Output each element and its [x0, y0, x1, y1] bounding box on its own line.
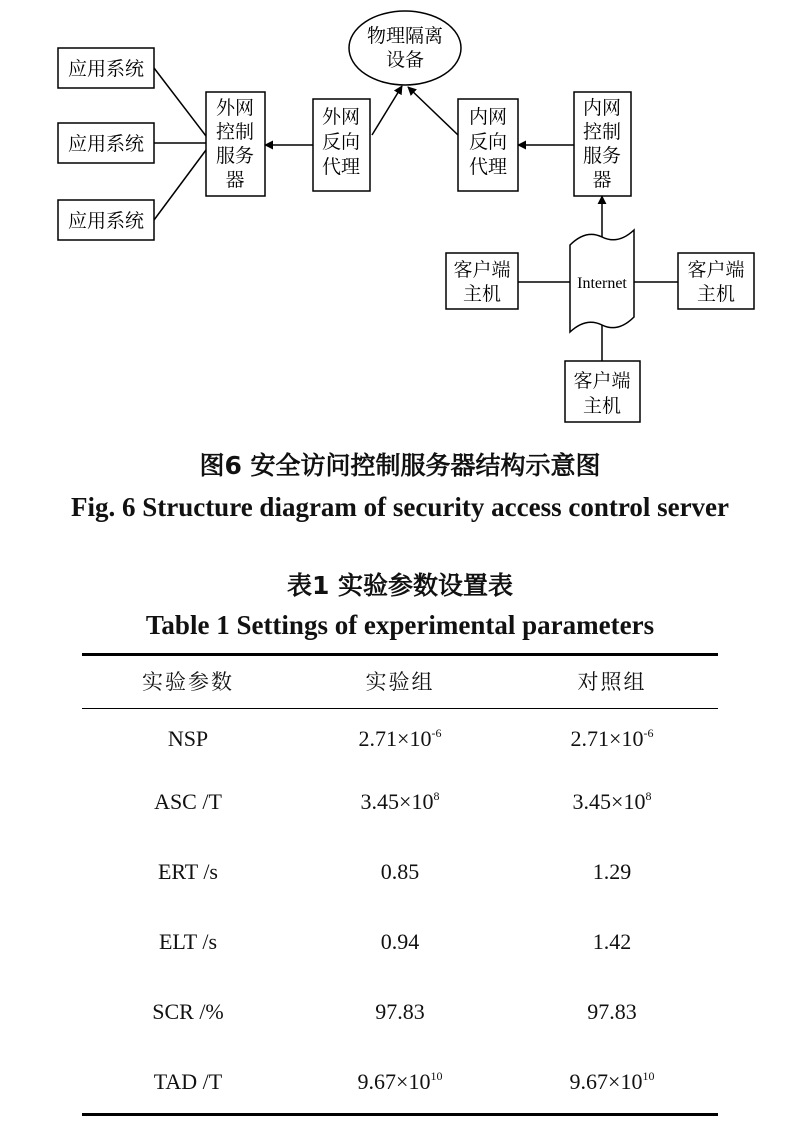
outer-server-label: 控制 [215, 121, 255, 143]
control-cell [506, 922, 718, 962]
control-cell [506, 719, 718, 759]
inner-server-label: 控制 [582, 121, 622, 143]
experimental-cell [294, 922, 506, 962]
table-row [82, 992, 718, 1032]
table-top-rule [82, 653, 718, 656]
client-host-label: 主机 [582, 395, 622, 417]
param-cell: ASC /T [154, 789, 222, 814]
control-cell [506, 1062, 718, 1102]
table-header-rule [82, 708, 718, 709]
control-cell [506, 992, 718, 1032]
structure-diagram [0, 0, 800, 440]
value-base: 0.94 [380, 929, 420, 954]
value-base: 3.45×10 [360, 789, 434, 814]
table-row [82, 852, 718, 892]
client-host-label: 主机 [462, 283, 502, 305]
table-caption-en: Table 1 Settings of experimental parameters [145, 610, 655, 640]
header-param: 实验参数 [142, 670, 234, 694]
client-host-label: 客户端 [573, 370, 631, 392]
value-base: 2.71×10 [570, 726, 644, 751]
table-row [82, 719, 718, 759]
value-base: 97.83 [375, 999, 425, 1024]
value-base: 0.85 [380, 859, 420, 884]
inner-proxy-label: 内网 [468, 106, 508, 128]
table-row [82, 782, 718, 822]
value-base: 3.45×10 [572, 789, 646, 814]
experimental-cell [294, 782, 506, 822]
app-system-label: 应用系统 [67, 210, 145, 232]
table-row [82, 1062, 718, 1102]
internet-label: Internet [577, 275, 627, 292]
table-header-row [82, 662, 718, 702]
value-exponent: -6 [643, 726, 654, 740]
table-bottom-rule [82, 1113, 718, 1116]
link-app1-outer-server [154, 68, 206, 136]
value-base: 1.29 [592, 859, 632, 884]
inner-server-label: 器 [592, 169, 612, 191]
header-control: 对照组 [577, 670, 647, 694]
inner-proxy-label: 代理 [468, 156, 508, 178]
value-base: 2.71×10 [358, 726, 432, 751]
param-cell: ERT /s [157, 859, 218, 884]
param-cell: ELT /s [158, 929, 218, 954]
outer-proxy-label: 代理 [321, 156, 361, 178]
control-cell [506, 852, 718, 892]
client-host-label: 主机 [696, 283, 736, 305]
value-base: 9.67×10 [569, 1069, 643, 1094]
value-base: 9.67×10 [357, 1069, 431, 1094]
table-caption-cn: 表1 实验参数设置表 [286, 571, 514, 600]
outer-proxy-label: 反向 [321, 131, 361, 153]
client-host-label: 客户端 [453, 259, 511, 281]
value-exponent: 10 [430, 1069, 443, 1083]
inner-server-label: 内网 [582, 97, 622, 119]
outer-server-label: 服务 [215, 145, 255, 167]
experimental-cell [294, 992, 506, 1032]
value-exponent: 10 [642, 1069, 655, 1083]
value-exponent: 8 [645, 789, 652, 803]
outer-server-label: 器 [225, 169, 245, 191]
outer-server-label: 外网 [215, 97, 255, 119]
value-exponent: -6 [431, 726, 442, 740]
header-experimental: 实验组 [365, 670, 435, 694]
value-base: 97.83 [587, 999, 637, 1024]
link-app3-outer-server [154, 150, 206, 220]
app-system-label: 应用系统 [67, 58, 145, 80]
param-cell: TAD /T [153, 1069, 223, 1094]
app-system-label: 应用系统 [67, 133, 145, 155]
physical-isolation-device [349, 11, 461, 85]
figure-caption-en: Fig. 6 Structure diagram of security access control server [70, 492, 730, 522]
arrow-outer-proxy-to-isolation [372, 86, 402, 135]
param-cell: SCR /% [152, 999, 224, 1024]
experimental-cell [294, 852, 506, 892]
param-cell: NSP [167, 726, 209, 751]
isolation-label: 物理隔离 [366, 25, 444, 47]
value-base: 1.42 [592, 929, 632, 954]
experimental-cell [294, 719, 506, 759]
client-host-label: 客户端 [687, 259, 745, 281]
isolation-label: 设备 [385, 49, 425, 71]
figure-caption-cn: 图6 安全访问控制服务器结构示意图 [199, 451, 601, 480]
outer-proxy-label: 外网 [321, 106, 361, 128]
inner-server-label: 服务 [582, 145, 622, 167]
arrow-inner-proxy-to-isolation [408, 87, 458, 135]
table-row [82, 922, 718, 962]
control-cell [506, 782, 718, 822]
inner-proxy-label: 反向 [468, 131, 508, 153]
experimental-cell [294, 1062, 506, 1102]
value-exponent: 8 [433, 789, 440, 803]
